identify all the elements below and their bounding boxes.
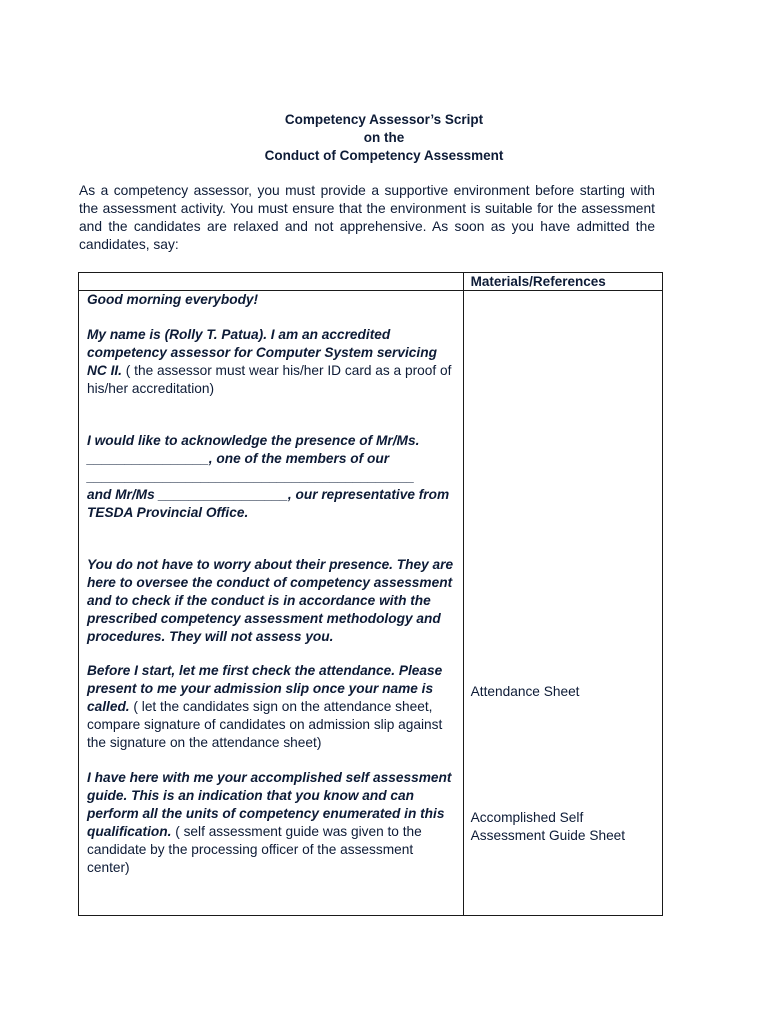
para-greeting: Good morning everybody! <box>87 292 259 307</box>
table-header-row <box>79 273 663 291</box>
material-attendance-sheet: Attendance Sheet <box>470 684 580 699</box>
header-materials: Materials/References <box>463 273 662 291</box>
para-acknowledge-line-1: I would like to acknowledge the presence of Mr/Ms. <box>87 433 420 448</box>
para-attendance-note: ( let the candidates sign on the attendance sheet, compare signature of candidates on admission slip against the signature on the attendance sheet) <box>87 699 443 750</box>
para-introduction-note: ( the assessor must wear his/her ID card as a proof of his/her accreditation) <box>87 363 452 396</box>
material-self-assessment-guide: Accomplished Self Assessment Guide Sheet <box>470 810 626 843</box>
para-introduction-bold: My name is (Rolly T. Patua). I am an accredited competency assessor for Computer System servicing NC II. <box>87 327 437 378</box>
para-introduction <box>87 326 455 398</box>
para-acknowledge-line-4: and Mr/Ms _________________, our representative from TESDA Provincial Office. <box>87 487 450 520</box>
para-acknowledge <box>87 432 455 522</box>
para-attendance <box>87 662 455 752</box>
title-line-1: Competency Assessor’s Script <box>284 112 484 127</box>
script-table <box>78 272 663 916</box>
table-body-row <box>79 291 663 916</box>
title-line-2: on the <box>363 130 405 145</box>
script-cell <box>79 291 464 916</box>
para-self-assessment-bold: I have here with me your accomplished self assessment guide. This is an indication that you know and can perform all the units of competency enumerated in this qualification. <box>87 770 452 839</box>
header-script <box>79 273 464 291</box>
para-acknowledge-line-3: ___________________________________________ <box>87 469 415 484</box>
materials-cell <box>463 291 662 916</box>
title-line-3: Conduct of Competency Assessment <box>264 148 504 163</box>
para-self-assessment-note: ( self assessment guide was given to the candidate by the processing officer of the assessment center) <box>87 824 422 875</box>
para-attendance-bold: Before I start, let me first check the attendance. Please present to me your admission slip once your name is called. <box>87 663 443 714</box>
document-title <box>0 111 768 165</box>
para-acknowledge-line-2: ________________, one of the members of our <box>87 451 390 466</box>
intro-paragraph: As a competency assessor, you must provide a supportive environment before starting with the assessment activity. You must ensure that the environment is suitable for the assessment and the candidates are relaxed and not apprehensive. As soon as you have admitted the candidates, say: <box>79 183 655 252</box>
para-presence: You do not have to worry about their presence. They are here to oversee the conduct of competency assessment and to check if the conduct is in accordance with the prescribed competency assessment methodology and procedures. They will not assess you. <box>87 557 454 644</box>
para-self-assessment <box>87 769 455 877</box>
